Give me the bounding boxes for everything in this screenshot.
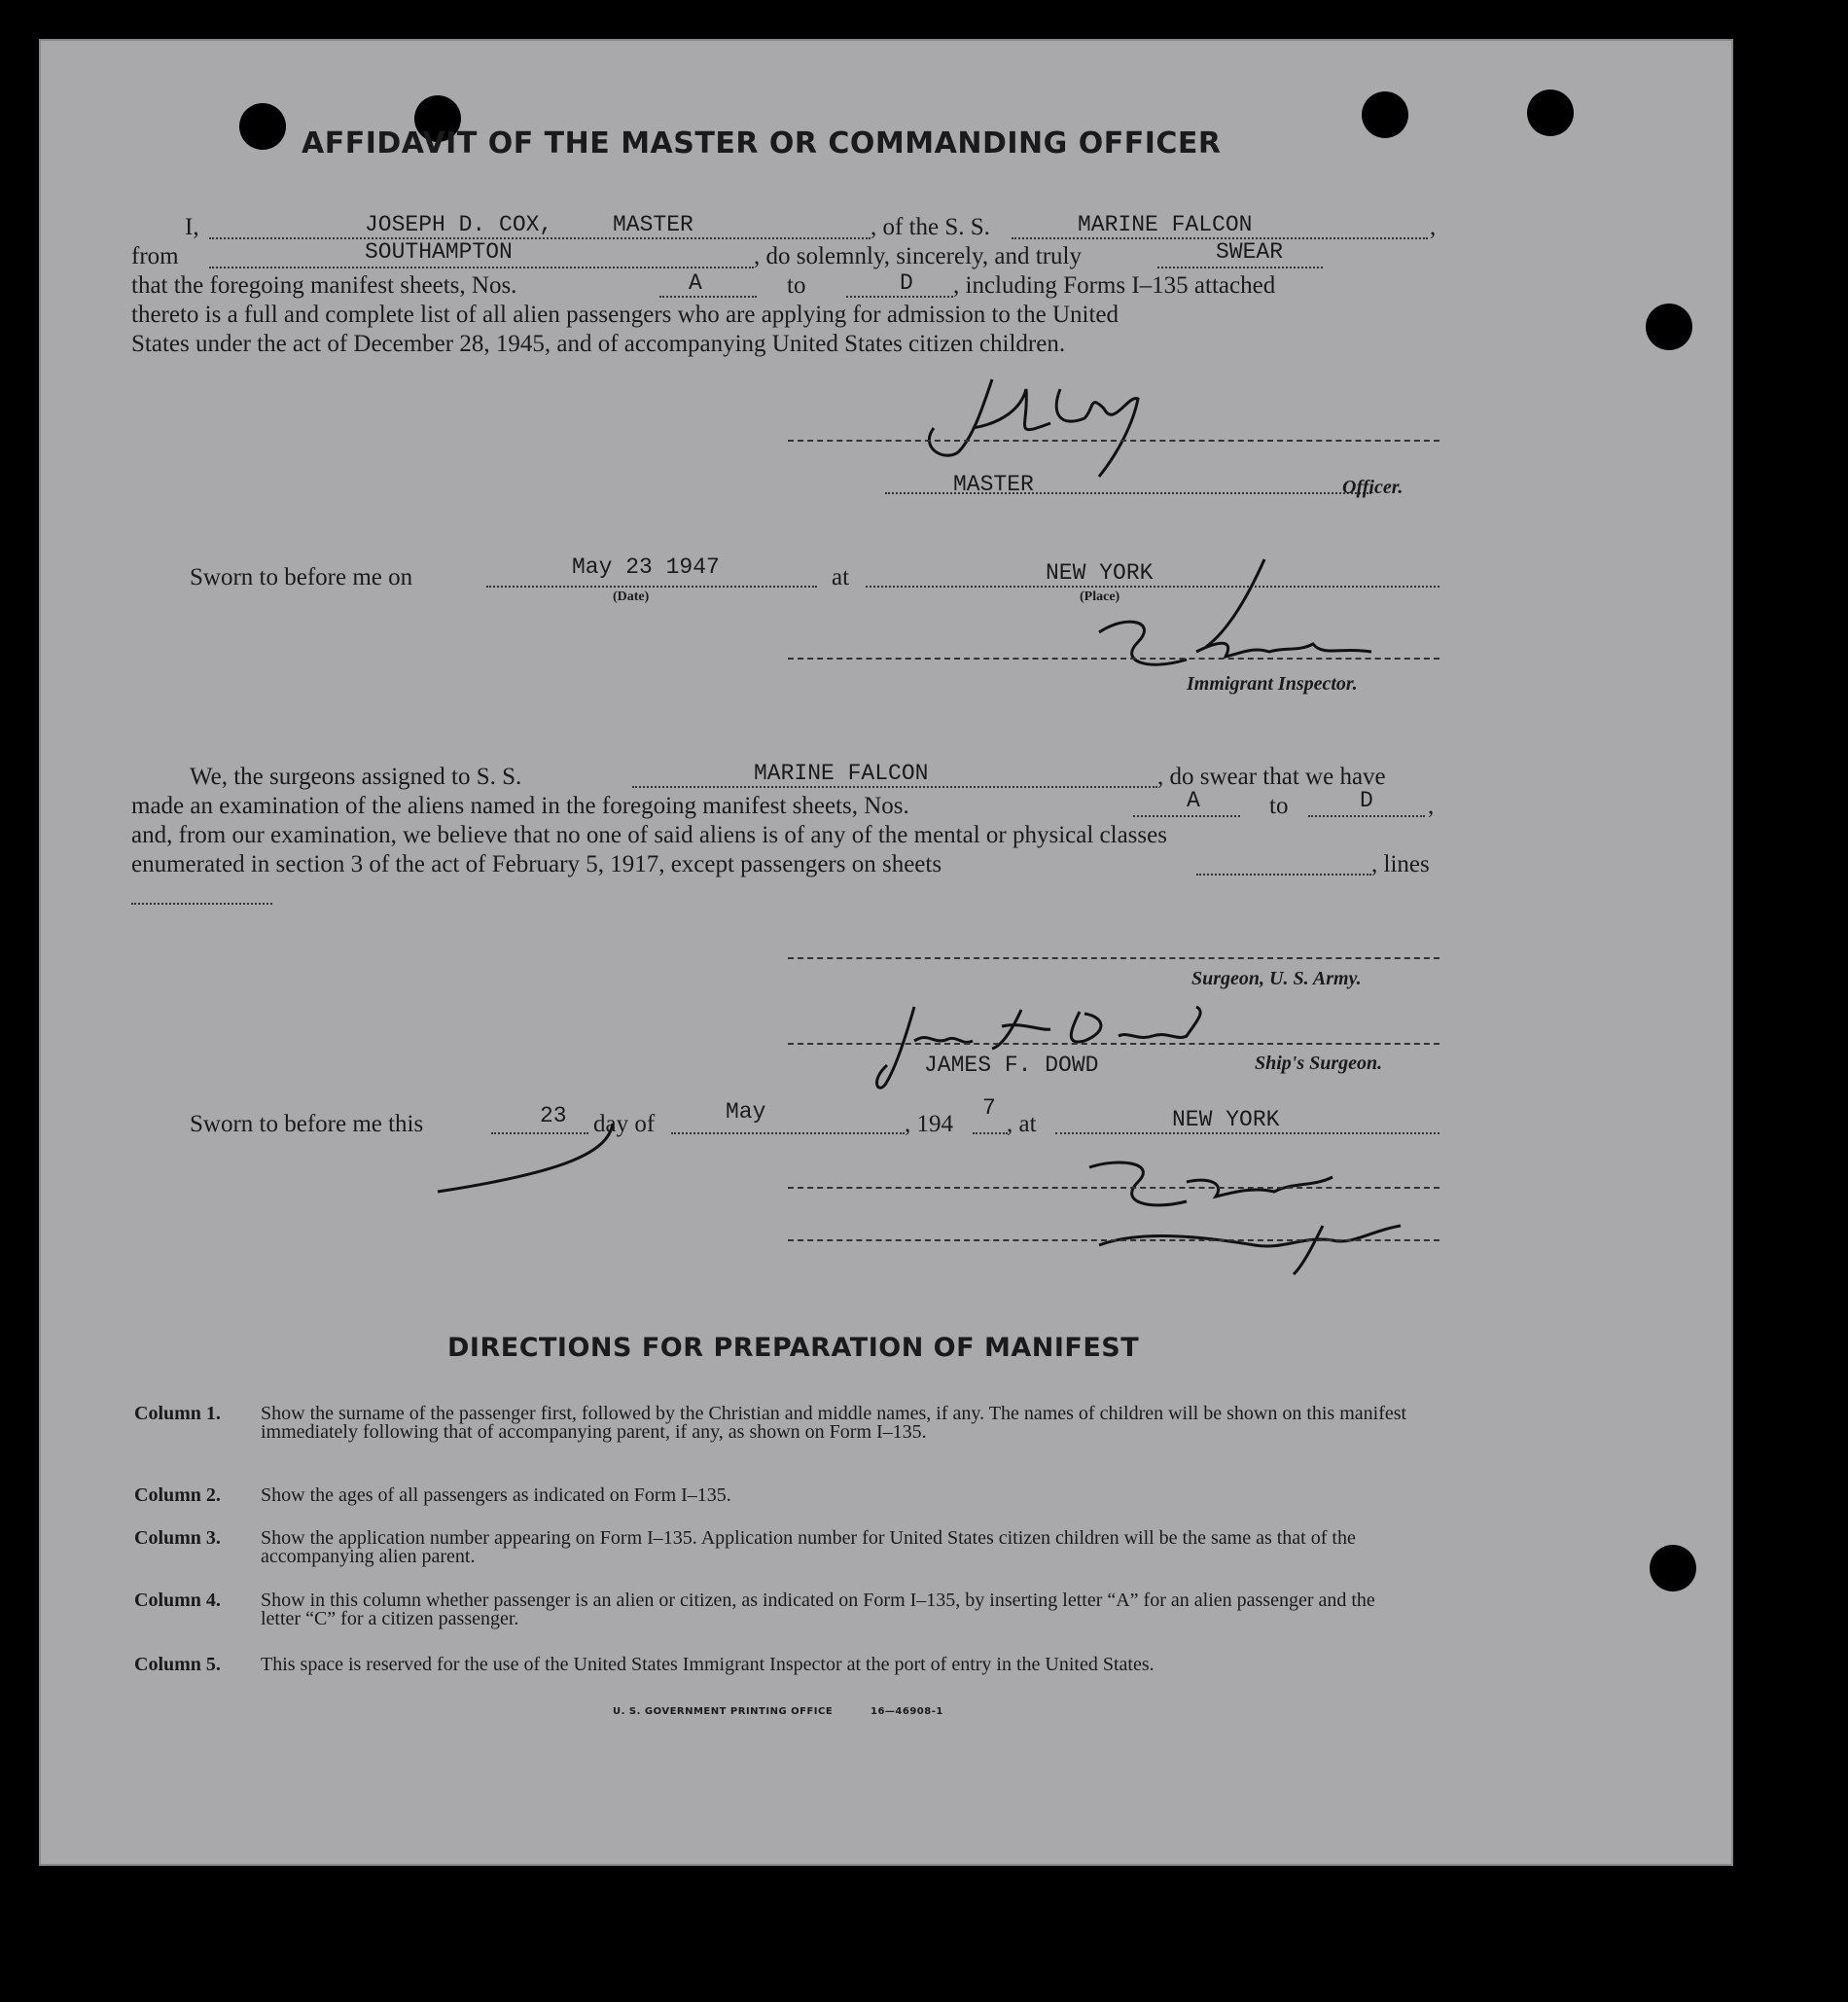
column-label: Column 1. <box>134 1403 221 1424</box>
army-caption: Surgeon, U. S. Army. <box>1191 968 1362 989</box>
sworn-date: May 23 1947 <box>572 554 720 580</box>
year-prefix: , 194 <box>905 1111 953 1137</box>
surgeon-to-label: to <box>1269 793 1289 819</box>
punch-hole <box>1362 91 1408 138</box>
form-number: 16—46908-1 <box>871 1706 943 1717</box>
surgeon-sheet-to-line <box>1308 815 1425 817</box>
from-label: from <box>131 243 179 269</box>
punch-hole <box>1650 1545 1696 1591</box>
inspector-signature <box>1080 554 1391 681</box>
inspector-signature-2 <box>1080 1138 1410 1284</box>
sheet-from: A <box>689 270 702 296</box>
inspector2-line <box>788 1187 1439 1189</box>
surgeons-line4: enumerated in section 3 of the act of February 5, 1917, except passengers on sheets <box>131 851 942 877</box>
army-surgeon-line <box>788 957 1439 959</box>
inspector2-line-b <box>788 1239 1439 1241</box>
day-flourish <box>428 1119 622 1197</box>
punch-hole <box>239 103 286 150</box>
name-line <box>209 237 871 239</box>
month-line <box>671 1132 905 1134</box>
port-name: SOUTHAMPTON <box>365 239 513 265</box>
column-description: Show in this column whether passenger is an alien or citizen, as indicated on Form I–135, by inserting letter “A” for an alien passenger and the letter “C” for a citizen passenger. <box>261 1590 1375 1629</box>
directions-title: DIRECTIONS FOR PREPARATION OF MANIFEST <box>447 1333 1140 1363</box>
date-line <box>486 586 817 588</box>
ship-surgeon-caption: Ship's Surgeon. <box>1255 1053 1383 1074</box>
year-digit: 7 <box>982 1095 996 1121</box>
surgeons-line1a: We, the surgeons assigned to S. S. <box>190 764 522 790</box>
column-label: Column 4. <box>134 1590 221 1611</box>
sheets-label: that the foregoing manifest sheets, Nos. <box>131 272 517 299</box>
surgeon-sheet-from-line <box>1133 815 1240 817</box>
surgeons-line3: and, from our examination, we believe that no one of said aliens is of any of the mental or physical classes <box>131 822 1167 848</box>
lines-label: , lines <box>1371 851 1430 877</box>
port-line <box>209 267 754 268</box>
surgeon-ship-name: MARINE FALCON <box>754 761 929 786</box>
sworn-label: Sworn to before me on <box>190 564 413 590</box>
column-description: This space is reserved for the use of the United States Immigrant Inspector at the port of entry in the United States. <box>261 1654 1155 1675</box>
comma: , <box>1430 214 1437 240</box>
ship-surgeon-line <box>788 1043 1439 1045</box>
column-description: Show the application number appearing on Form I–135. Application number for United States citizen children will be the same as that of the accompanying alien parent. <box>261 1527 1356 1567</box>
ship-surgeon-name: JAMES F. DOWD <box>924 1053 1099 1078</box>
sworn2-at: , at <box>1007 1111 1037 1137</box>
day-of-label: day of <box>593 1111 656 1137</box>
sworn2-month: May <box>726 1099 766 1125</box>
inspector-caption: Immigrant Inspector. <box>1187 673 1358 695</box>
officer-caption: Officer. <box>1342 477 1404 498</box>
sheet-from-line <box>659 296 757 298</box>
sworn2-day: 23 <box>540 1103 567 1128</box>
column-description: Show the surname of the passenger first, followed by the Christian and middle names, if any. The names of children will be shown on this manifest immediately following that of accompanying parent, if any, as shown on Form I–135. <box>261 1403 1407 1443</box>
officer-name: JOSEPH D. COX, <box>365 212 553 237</box>
solemnly-label: , do solemnly, sincerely, and truly <box>754 243 1082 269</box>
punch-hole <box>1646 304 1692 350</box>
printer-footer: U. S. GOVERNMENT PRINTING OFFICE <box>613 1706 834 1717</box>
at-label: at <box>832 564 850 590</box>
sworn-place: NEW YORK <box>1046 560 1154 586</box>
affidavit-line5: States under the act of December 28, 1945, and of accompanying United States citizen children. <box>131 331 1066 357</box>
sworn2-place-line <box>1055 1132 1439 1134</box>
inspector-signature-line <box>788 658 1439 660</box>
oath-line <box>1157 267 1323 268</box>
of-ship-label: , of the S. S. <box>871 214 990 240</box>
officer-signature-line <box>788 440 1439 442</box>
column-label: Column 5. <box>134 1654 221 1675</box>
sheet-to: D <box>900 270 913 296</box>
sheets-blank-line <box>1196 874 1371 876</box>
column-label: Column 2. <box>134 1484 221 1506</box>
surgeon-sheet-to: D <box>1360 788 1373 813</box>
place-caption: (Place) <box>1080 590 1120 604</box>
surgeon-sheet-from: A <box>1187 788 1200 813</box>
surgeons-line1b: , do swear that we have <box>1157 764 1386 790</box>
forms-label: , including Forms I–135 attached <box>953 272 1276 299</box>
lines-blank-line <box>131 903 272 905</box>
date-caption: (Date) <box>613 590 650 604</box>
column-description: Show the ages of all passengers as indicated on Form I–135. <box>261 1484 731 1506</box>
signature-title: MASTER <box>953 472 1034 497</box>
sworn2-label: Sworn to before me this <box>190 1111 424 1137</box>
punch-hole <box>1527 89 1574 136</box>
ship-name: MARINE FALCON <box>1078 212 1253 237</box>
sworn2-place: NEW YORK <box>1172 1107 1280 1132</box>
oath: SWEAR <box>1216 239 1284 265</box>
sheet-to-line <box>846 296 953 298</box>
comma: , <box>1428 793 1435 819</box>
master-signature <box>914 370 1206 486</box>
year-line <box>973 1132 1008 1134</box>
to-label: to <box>787 272 806 299</box>
i-label: I, <box>185 214 199 240</box>
officer-rank: MASTER <box>613 212 693 237</box>
surgeon-ship-line <box>632 786 1157 788</box>
column-label: Column 3. <box>134 1527 221 1549</box>
affidavit-line4: thereto is a full and complete list of all alien passengers who are applying for admission to the United <box>131 302 1119 328</box>
surgeons-line2a: made an examination of the aliens named in the foregoing manifest sheets, Nos. <box>131 793 909 819</box>
page-title: AFFIDAVIT OF THE MASTER OR COMMANDING OFFICER <box>302 126 1222 161</box>
document-page <box>39 39 1733 1866</box>
